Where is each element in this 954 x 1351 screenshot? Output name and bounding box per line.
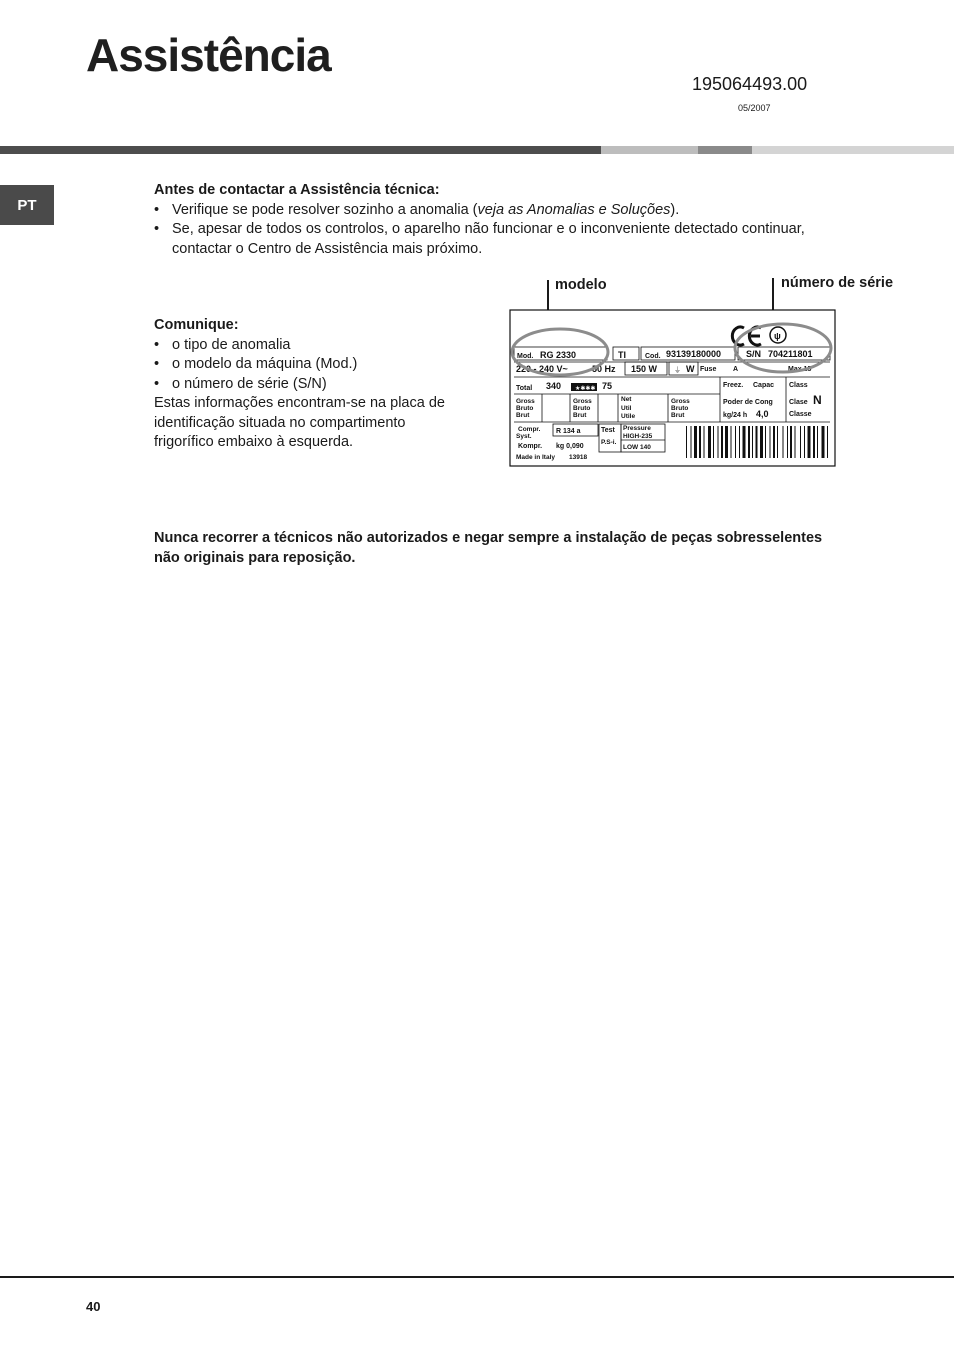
plate-refrig-kg: kg 0,090 bbox=[556, 443, 584, 450]
plate-gross1-line2: Bruto bbox=[516, 405, 534, 412]
bullet2-line2: contactar o Centro de Assistência mais próximo. bbox=[172, 240, 483, 257]
plate-star-value: 75 bbox=[602, 381, 613, 391]
star-rating-icon: ★✱✱✱ bbox=[575, 386, 596, 392]
plate-gross2-line3: Brut bbox=[573, 412, 587, 419]
plate-gross1: Gross bbox=[516, 398, 535, 405]
plate-total-label: Total bbox=[516, 385, 533, 392]
warning-line: não originais para reposição. bbox=[154, 550, 356, 566]
plate-kg24-value: 4,0 bbox=[756, 409, 769, 419]
serial-callout-label: número de série bbox=[781, 275, 894, 291]
communicate-paragraph-line: Estas informações encontram-se na placa de bbox=[154, 395, 445, 411]
model-callout-label: modelo bbox=[555, 277, 607, 293]
plate-kg24: kg/24 h bbox=[723, 412, 748, 419]
plate-gross1-line3: Brut bbox=[516, 412, 530, 419]
footer-divider bbox=[0, 1276, 954, 1278]
plate-gross3-line2: Bruto bbox=[671, 405, 689, 412]
plate-net-line3: Utile bbox=[621, 413, 636, 420]
document-number: 195064493.00 bbox=[692, 74, 808, 94]
plate-sn-value: 704211801 bbox=[768, 349, 813, 359]
plate-lamp: W bbox=[686, 364, 695, 374]
language-tab: PT bbox=[0, 185, 54, 225]
document-date: 05/2007 bbox=[738, 103, 771, 113]
header-bar-light bbox=[601, 146, 698, 154]
plate-test: Test bbox=[601, 427, 615, 434]
plate-syst: Syst. bbox=[516, 433, 532, 440]
plate-compr: Compr. bbox=[518, 426, 541, 433]
plate-model-value: RG 2330 bbox=[540, 350, 577, 360]
communicate-bullet: • o tipo de anomalia bbox=[154, 336, 474, 356]
communicate-bullet: • o número de série (S/N) bbox=[154, 375, 474, 395]
plate-total-value: 340 bbox=[546, 381, 562, 391]
plate-pressure-high: HIGH-235 bbox=[623, 433, 653, 440]
header-bar-dark bbox=[0, 146, 601, 154]
contact-heading: Antes de contactar a Assistência técnica: bbox=[154, 182, 440, 198]
contact-bullet-2 bbox=[154, 220, 874, 259]
plate-voltage: 220 - 240 V~ bbox=[516, 364, 568, 374]
communicate-paragraph-line: identificação situada no compartimento bbox=[154, 414, 406, 431]
lamp-icon: ⏚ bbox=[674, 367, 681, 374]
bullet1-link-text: veja as Anomalias e Soluções bbox=[477, 201, 671, 218]
plate-class: Class bbox=[789, 382, 808, 389]
page-number: 40 bbox=[86, 1299, 101, 1314]
plate-net-line2: Util bbox=[621, 405, 632, 412]
warning-text bbox=[154, 528, 884, 568]
plate-mod-label: Mod. bbox=[517, 353, 534, 360]
plate-power: 150 W bbox=[631, 364, 658, 374]
plate-made-code: 13918 bbox=[569, 454, 588, 461]
header-bar-mid bbox=[698, 146, 752, 154]
plate-low: LOW 140 bbox=[623, 444, 651, 451]
plate-clase-value: N bbox=[813, 393, 822, 407]
plate-psi: P.S-i. bbox=[601, 439, 617, 446]
bullet2-line1: • Se, apesar de todos os controlos, o aparelho não funcionar e o inconveniente detectado continuar, bbox=[172, 221, 805, 237]
header-bar-lighter bbox=[752, 146, 954, 154]
plate-classe: Classe bbox=[789, 411, 812, 418]
svg-text:ψ: ψ bbox=[774, 331, 781, 341]
contact-section bbox=[154, 181, 874, 259]
plate-max: Max 15 bbox=[788, 366, 812, 373]
bullet1-prefix: Verifique se pode resolver sozinho a anomalia ( bbox=[172, 201, 478, 218]
rating-plate bbox=[508, 308, 838, 470]
plate-fuse: Fuse bbox=[700, 366, 717, 373]
plate-freez: Freez. bbox=[723, 382, 744, 389]
communicate-paragraph-line: frigorífico embaixo à esquerda. bbox=[154, 434, 354, 450]
communicate-bullet: • o modelo da máquina (Mod.) bbox=[154, 355, 474, 375]
communicate-heading: Comunique: bbox=[154, 317, 239, 333]
plate-gross2-line2: Bruto bbox=[573, 405, 591, 412]
plate-cod-label: Cod. bbox=[645, 353, 661, 360]
plate-clase: Clase bbox=[789, 399, 808, 406]
plate-refrigerant: R 134 a bbox=[556, 428, 581, 435]
plate-sn-label: S/N bbox=[746, 349, 762, 359]
plate-kompr: Kompr. bbox=[518, 443, 543, 450]
plate-cod-value: 93139180000 bbox=[666, 349, 722, 359]
communicate-section bbox=[154, 316, 474, 453]
plate-ti: TI bbox=[618, 350, 626, 360]
plate-gross3-line3: Brut bbox=[671, 412, 685, 419]
contact-bullet-1 bbox=[154, 201, 874, 221]
plate-amp: A bbox=[733, 366, 739, 373]
plate-gross2: Gross bbox=[573, 398, 592, 405]
warning-line: Nunca recorrer a técnicos não autorizados e negar sempre a instalação de peças sobresselentes bbox=[154, 530, 823, 546]
plate-frequency: 50 Hz bbox=[592, 364, 616, 374]
plate-net: Net bbox=[621, 396, 632, 403]
plate-capac: Capac bbox=[753, 382, 775, 389]
bullet1-suffix: ). bbox=[670, 201, 680, 218]
plate-gross3: Gross bbox=[671, 398, 690, 405]
plate-pressure: Pressure bbox=[623, 425, 651, 432]
plate-made-in: Made in Italy bbox=[516, 454, 556, 461]
page-title: Assistência bbox=[86, 29, 331, 81]
plate-poder: Poder de Cong bbox=[723, 399, 773, 406]
